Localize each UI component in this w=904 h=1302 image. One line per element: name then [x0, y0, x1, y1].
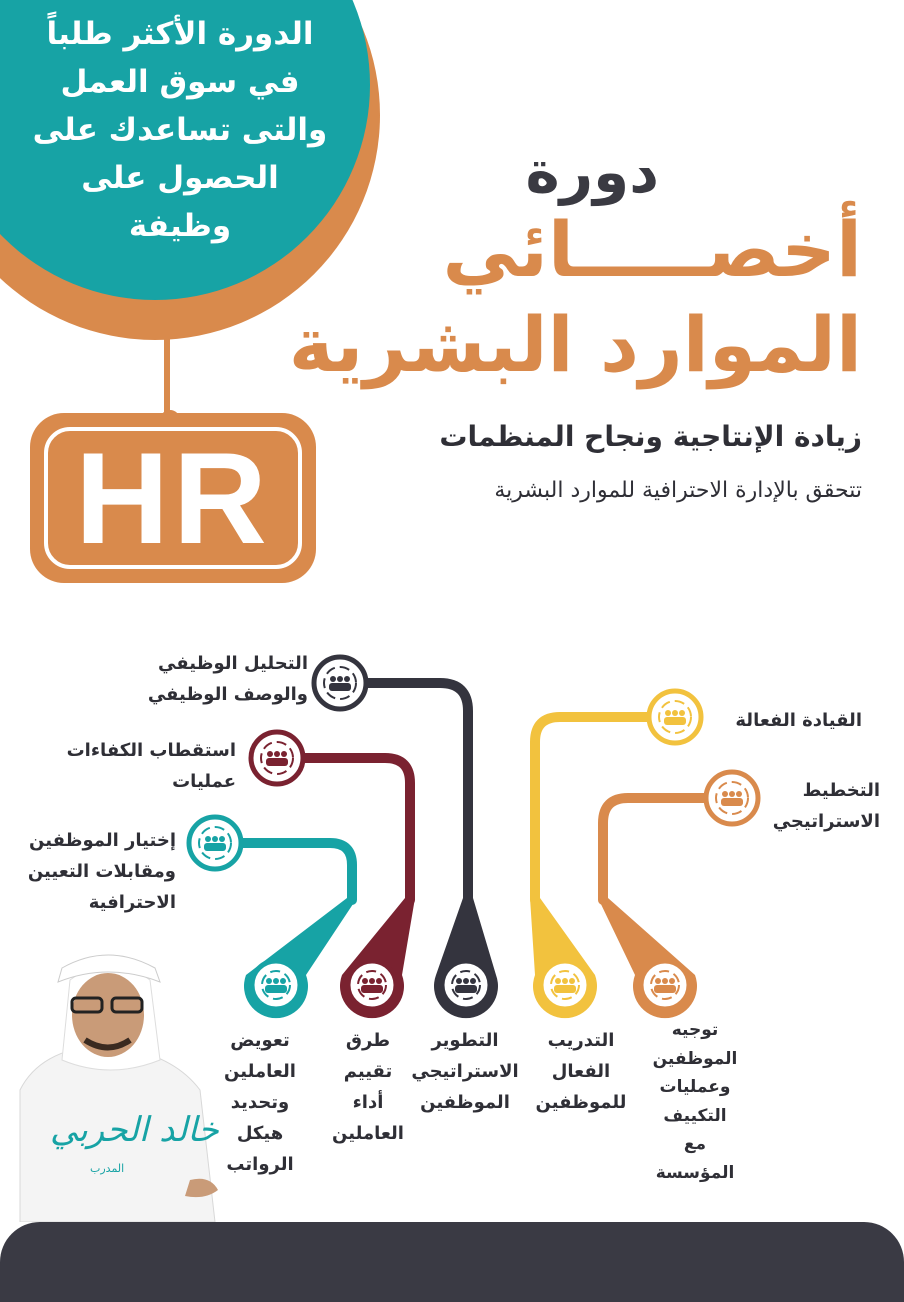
people-body: [329, 683, 351, 691]
people-body: [204, 843, 226, 851]
person-head: [369, 978, 375, 984]
branch-tube: [340, 683, 468, 900]
person-head: [344, 676, 350, 682]
promo-line: الحصول على: [81, 160, 279, 196]
person-head: [273, 978, 279, 984]
branch-label-leadership: القيادة الفعالة: [735, 710, 862, 731]
person-head: [662, 978, 668, 984]
person-head: [362, 978, 368, 984]
bubble-connector: [164, 330, 170, 420]
person-head: [376, 978, 382, 984]
course-title-sub: الموارد البشرية: [288, 300, 862, 389]
bottom-label-onboarding: توجيه الموظفين وعمليات التكييف مع المؤسسة: [652, 1020, 738, 1183]
person-head: [266, 978, 272, 984]
people-body: [654, 985, 676, 993]
tagline: زيادة الإنتاجية ونجاح المنظمات: [439, 420, 862, 453]
footer-bar: [0, 1222, 904, 1302]
promo-line: في سوق العمل: [60, 64, 300, 100]
person-head: [212, 836, 218, 842]
people-body: [455, 985, 477, 993]
person-head: [672, 710, 678, 716]
person-head: [669, 978, 675, 984]
branch-label-job-analysis: التحليل الوظيفي والوصف الوظيفي: [147, 653, 308, 705]
person-head: [281, 751, 287, 757]
promo-line: والتى تساعدك على: [32, 112, 328, 148]
trainer-logo-subtitle: المدرب: [90, 1162, 125, 1175]
promo-bubble-text: [20, 10, 340, 250]
branch-label-strategic-planning: التخطيط الاستراتيجي: [772, 780, 880, 832]
person-head: [655, 978, 661, 984]
people-body: [361, 985, 383, 993]
person-head: [463, 978, 469, 984]
branch-label-recruitment: استقطاب الكفاءات عمليات: [66, 740, 236, 792]
tagline-secondary: تتحقق بالإدارة الاحترافية للموارد البشرية: [494, 478, 862, 503]
person-head: [274, 751, 280, 757]
person-head: [562, 978, 568, 984]
branch-tube: [277, 758, 410, 900]
person-head: [722, 791, 728, 797]
bottom-label-development: التطوير الاستراتيجي الموظفين: [411, 1030, 519, 1113]
course-title-main: أخصـــــائي: [442, 205, 862, 294]
person-head: [555, 978, 561, 984]
people-body: [721, 798, 743, 806]
person-head: [470, 978, 476, 984]
promo-line: الدورة الأكثر طلباً: [46, 16, 314, 52]
person-head: [280, 978, 286, 984]
person-head: [736, 791, 742, 797]
person-head: [219, 836, 225, 842]
branch-label-selection: إختيار الموظفين ومقابلات التعيين الاحترافية: [27, 830, 176, 913]
bottom-label-compensation: تعويض العاملين وتحديد هيكل الرواتب: [224, 1030, 296, 1175]
people-body: [265, 985, 287, 993]
course-title-prefix: دورة: [525, 138, 659, 206]
bottom-label-training: التدريب الفعال للموظفين: [535, 1030, 627, 1113]
trainer-logo: خالد الحربي: [50, 1110, 219, 1150]
hr-badge-text: HR: [75, 425, 271, 571]
person-head: [729, 791, 735, 797]
people-body: [664, 717, 686, 725]
promo-line: وظيفة: [128, 208, 232, 244]
people-body: [554, 985, 576, 993]
person-head: [679, 710, 685, 716]
people-body: [266, 758, 288, 766]
person-head: [205, 836, 211, 842]
person-head: [456, 978, 462, 984]
person-head: [665, 710, 671, 716]
person-head: [569, 978, 575, 984]
person-head: [330, 676, 336, 682]
person-head: [267, 751, 273, 757]
bottom-label-performance: طرق تقييم أداء العاملين: [332, 1030, 404, 1144]
trainer-photo: [0, 950, 230, 1222]
person-head: [337, 676, 343, 682]
